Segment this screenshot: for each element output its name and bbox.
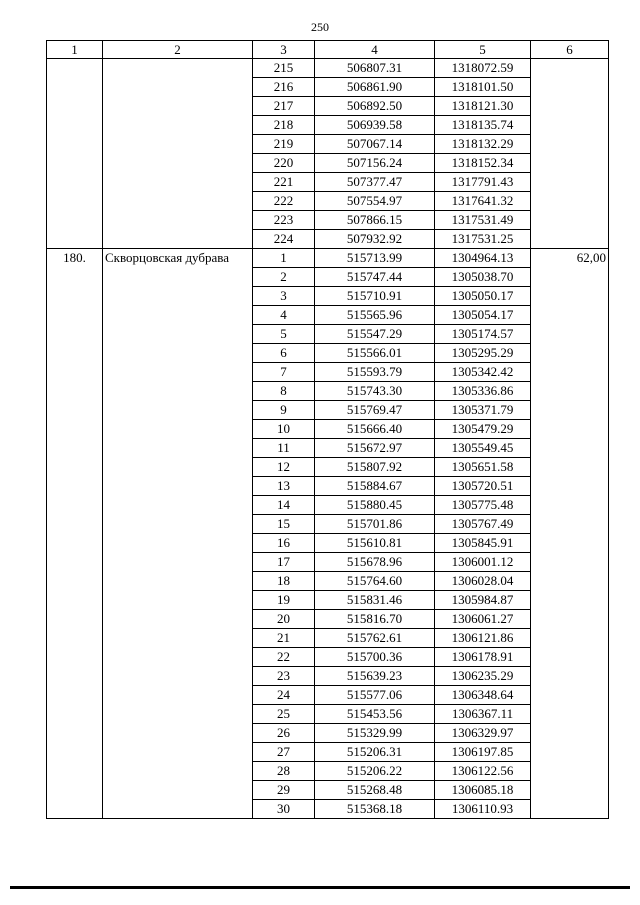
y-coordinate-cell: 1306348.64	[435, 686, 531, 705]
y-coordinate-cell: 1306235.29	[435, 667, 531, 686]
name-cell	[103, 59, 253, 249]
x-coordinate-cell: 515610.81	[315, 534, 435, 553]
point-number-cell: 15	[253, 515, 315, 534]
point-number-cell: 27	[253, 743, 315, 762]
header-cell: 4	[315, 41, 435, 59]
header-cell: 5	[435, 41, 531, 59]
point-number-cell: 20	[253, 610, 315, 629]
entry-area: 62,00	[531, 249, 609, 819]
y-coordinate-cell: 1305549.45	[435, 439, 531, 458]
y-coordinate-cell: 1318152.34	[435, 154, 531, 173]
point-number-cell: 8	[253, 382, 315, 401]
y-coordinate-cell: 1318132.29	[435, 135, 531, 154]
y-coordinate-cell: 1317641.32	[435, 192, 531, 211]
index-cell	[47, 59, 103, 249]
point-number-cell: 224	[253, 230, 315, 249]
point-number-cell: 23	[253, 667, 315, 686]
point-number-cell: 218	[253, 116, 315, 135]
point-number-cell: 217	[253, 97, 315, 116]
y-coordinate-cell: 1305038.70	[435, 268, 531, 287]
x-coordinate-cell: 515547.29	[315, 325, 435, 344]
point-number-cell: 21	[253, 629, 315, 648]
x-coordinate-cell: 507932.92	[315, 230, 435, 249]
point-number-cell: 9	[253, 401, 315, 420]
x-coordinate-cell: 515368.18	[315, 800, 435, 819]
page-number: 250	[311, 20, 329, 34]
y-coordinate-cell: 1306122.56	[435, 762, 531, 781]
x-coordinate-cell: 515666.40	[315, 420, 435, 439]
x-coordinate-cell: 515206.22	[315, 762, 435, 781]
x-coordinate-cell: 515831.46	[315, 591, 435, 610]
y-coordinate-cell: 1305050.17	[435, 287, 531, 306]
area-cell	[531, 59, 609, 249]
point-number-cell: 1	[253, 249, 315, 268]
y-coordinate-cell: 1306085.18	[435, 781, 531, 800]
x-coordinate-cell: 515577.06	[315, 686, 435, 705]
x-coordinate-cell: 515816.70	[315, 610, 435, 629]
point-number-cell: 2	[253, 268, 315, 287]
x-coordinate-cell: 515593.79	[315, 363, 435, 382]
point-number-cell: 19	[253, 591, 315, 610]
y-coordinate-cell: 1305342.42	[435, 363, 531, 382]
x-coordinate-cell: 515700.36	[315, 648, 435, 667]
point-number-cell: 7	[253, 363, 315, 382]
x-coordinate-cell: 507554.97	[315, 192, 435, 211]
x-coordinate-cell: 515678.96	[315, 553, 435, 572]
point-number-cell: 17	[253, 553, 315, 572]
y-coordinate-cell: 1305845.91	[435, 534, 531, 553]
header-cell: 1	[47, 41, 103, 59]
point-number-cell: 26	[253, 724, 315, 743]
point-number-cell: 4	[253, 306, 315, 325]
y-coordinate-cell: 1305984.87	[435, 591, 531, 610]
point-number-cell: 222	[253, 192, 315, 211]
y-coordinate-cell: 1305054.17	[435, 306, 531, 325]
x-coordinate-cell: 515565.96	[315, 306, 435, 325]
point-number-cell: 10	[253, 420, 315, 439]
x-coordinate-cell: 515743.30	[315, 382, 435, 401]
y-coordinate-cell: 1305775.48	[435, 496, 531, 515]
header-cell: 2	[103, 41, 253, 59]
y-coordinate-cell: 1306121.86	[435, 629, 531, 648]
y-coordinate-cell: 1306061.27	[435, 610, 531, 629]
point-number-cell: 16	[253, 534, 315, 553]
x-coordinate-cell: 515747.44	[315, 268, 435, 287]
x-coordinate-cell: 515329.99	[315, 724, 435, 743]
x-coordinate-cell: 507866.15	[315, 211, 435, 230]
y-coordinate-cell: 1318101.50	[435, 78, 531, 97]
y-coordinate-cell: 1318072.59	[435, 59, 531, 78]
table-row	[47, 249, 609, 268]
x-coordinate-cell: 515566.01	[315, 344, 435, 363]
x-coordinate-cell: 515884.67	[315, 477, 435, 496]
point-number-cell: 11	[253, 439, 315, 458]
y-coordinate-cell: 1305720.51	[435, 477, 531, 496]
y-coordinate-cell: 1305295.29	[435, 344, 531, 363]
x-coordinate-cell: 515713.99	[315, 249, 435, 268]
footer-rule	[10, 886, 630, 889]
x-coordinate-cell: 506892.50	[315, 97, 435, 116]
point-number-cell: 6	[253, 344, 315, 363]
y-coordinate-cell: 1306197.85	[435, 743, 531, 762]
y-coordinate-cell: 1317791.43	[435, 173, 531, 192]
point-number-cell: 220	[253, 154, 315, 173]
y-coordinate-cell: 1305479.29	[435, 420, 531, 439]
x-coordinate-cell: 506861.90	[315, 78, 435, 97]
x-coordinate-cell: 506939.58	[315, 116, 435, 135]
x-coordinate-cell: 515453.56	[315, 705, 435, 724]
x-coordinate-cell: 515762.61	[315, 629, 435, 648]
point-number-cell: 25	[253, 705, 315, 724]
x-coordinate-cell: 515639.23	[315, 667, 435, 686]
x-coordinate-cell: 507377.47	[315, 173, 435, 192]
x-coordinate-cell: 515880.45	[315, 496, 435, 515]
point-number-cell: 215	[253, 59, 315, 78]
point-number-cell: 22	[253, 648, 315, 667]
point-number-cell: 221	[253, 173, 315, 192]
point-number-cell: 223	[253, 211, 315, 230]
entry-name: Скворцовская дубрава	[103, 249, 253, 819]
y-coordinate-cell: 1306178.91	[435, 648, 531, 667]
table-row	[47, 59, 609, 78]
y-coordinate-cell: 1306367.11	[435, 705, 531, 724]
entry-section	[47, 249, 609, 819]
x-coordinate-cell: 507156.24	[315, 154, 435, 173]
point-number-cell: 3	[253, 287, 315, 306]
point-number-cell: 30	[253, 800, 315, 819]
y-coordinate-cell: 1305336.86	[435, 382, 531, 401]
point-number-cell: 219	[253, 135, 315, 154]
x-coordinate-cell: 515807.92	[315, 458, 435, 477]
y-coordinate-cell: 1306028.04	[435, 572, 531, 591]
x-coordinate-cell: 507067.14	[315, 135, 435, 154]
y-coordinate-cell: 1306110.93	[435, 800, 531, 819]
x-coordinate-cell: 515769.47	[315, 401, 435, 420]
continued-section	[47, 59, 609, 249]
x-coordinate-cell: 515764.60	[315, 572, 435, 591]
point-number-cell: 14	[253, 496, 315, 515]
x-coordinate-cell: 515672.97	[315, 439, 435, 458]
point-number-cell: 12	[253, 458, 315, 477]
point-number-cell: 29	[253, 781, 315, 800]
header-cell: 6	[531, 41, 609, 59]
y-coordinate-cell: 1306001.12	[435, 553, 531, 572]
point-number-cell: 216	[253, 78, 315, 97]
x-coordinate-cell: 506807.31	[315, 59, 435, 78]
y-coordinate-cell: 1306329.97	[435, 724, 531, 743]
point-number-cell: 18	[253, 572, 315, 591]
y-coordinate-cell: 1305651.58	[435, 458, 531, 477]
y-coordinate-cell: 1318121.30	[435, 97, 531, 116]
point-number-cell: 28	[253, 762, 315, 781]
y-coordinate-cell: 1305767.49	[435, 515, 531, 534]
y-coordinate-cell: 1305174.57	[435, 325, 531, 344]
header-cell: 3	[253, 41, 315, 59]
point-number-cell: 24	[253, 686, 315, 705]
x-coordinate-cell: 515206.31	[315, 743, 435, 762]
point-number-cell: 5	[253, 325, 315, 344]
point-number-cell: 13	[253, 477, 315, 496]
x-coordinate-cell: 515710.91	[315, 287, 435, 306]
y-coordinate-cell: 1318135.74	[435, 116, 531, 135]
y-coordinate-cell: 1317531.25	[435, 230, 531, 249]
x-coordinate-cell: 515268.48	[315, 781, 435, 800]
y-coordinate-cell: 1305371.79	[435, 401, 531, 420]
x-coordinate-cell: 515701.86	[315, 515, 435, 534]
y-coordinate-cell: 1317531.49	[435, 211, 531, 230]
coordinates-table	[46, 40, 609, 819]
entry-index: 180.	[47, 249, 103, 819]
y-coordinate-cell: 1304964.13	[435, 249, 531, 268]
header-row	[47, 41, 609, 59]
